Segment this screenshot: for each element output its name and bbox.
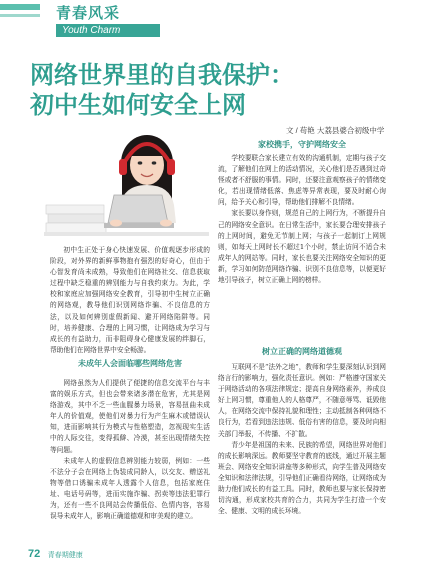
paragraph: 网络虽然为人们提供了便捷的信息交流平台与丰富的娱乐方式，但也会带来诸多潜在危害，尤其是网络游戏，其中不乏一些血腥暴力场景，容易扭曲未成年人的价值观，使他们对暴力行为产生麻木或错误认知，进而影响其行为模式与性格塑造，忽视现实生活中的人际交往，变得孤僻、冷漠，甚至出现情绪失控等问题。 (50, 379, 210, 454)
title-line-2: 初中生如何安全上网 (30, 90, 246, 119)
subheading-network-ethics: 树立正确的网络道德观 (262, 347, 342, 356)
article-title (30, 60, 410, 120)
column-tag (56, 2, 166, 37)
subheading-online-harm: 未成年人会面临哪些网络危害 (78, 359, 182, 368)
paragraph: 未成年人的虚假信息辨别能力较弱，例如：一些不法分子会在网络上伪装成同龄人，以交友、赠送礼物等借口诱骗未成年人透露个人信息，包括家庭住址、电话号码等，进而实施诈骗、拐卖等违法犯罪行为，还有一些不良网站会传播低俗、色情内容，容易误导未成年人，影响正确道德观和审美观的建立。 (50, 456, 210, 521)
column-name-en: Youth Charm (56, 24, 160, 37)
page-footer (28, 544, 83, 562)
author-line: 文 / 苟艳 大荔县婆合初级中学 (286, 126, 385, 135)
decorative-bar-thin (0, 14, 40, 17)
paragraph: 青少年是祖国的未来、民族的希望，网络世界对他们的成长影响深远。教师要坚守教育的底线，通过开展主题班会、网络安全知识讲座等多种形式，向学生普及网络安全知识和法律法规，引导他们正确看待网络，让网络成为助力他们成长的有益工具。同时，教师也要与家长保持密切沟通，形成家校共育的合力，共同为学生打造一个安全、健康、文明的成长环境。 (218, 440, 386, 516)
right-column-section-1 (218, 153, 386, 286)
paragraph: 初中生正处于身心快速发展、价值观逐步形成的阶段，对外界的新鲜事物抱有强烈的好奇心，但由于心智发育尚未成熟，导致他们在网络社交、信息获取过程中缺乏稳重的辨别能力与自我约束力。为此，学校和家庭应加强网络安全教育，引导初中生树立正确的网络观，教导他们识别网络诈骗、不良信息的方法，以及如何辨别虚假新闻、避开网络陷阱等。同时，培养健康、合理的上网习惯，让网络成为学习与成长的有益助力，而非阻碍身心健康发展的绊脚石，帮助他们在网络世界中安全畅游。 (50, 246, 210, 354)
left-column-section-2 (50, 378, 210, 522)
decorative-bar (0, 4, 40, 10)
paragraph: 家长要以身作则，规范自己的上网行为，不断提升自己的网络安全意识。在日常生活中，家长要合理安排孩子的上网时间，避免无节制上网；与孩子一起制订上网规则，如每天上网时长不超过1个小时，禁止访问不适合未成年人的网站等。同时，家长也要关注网络安全知识的更新，学习如何防范网络诈骗、识别不良信息等，以便更好地引导孩子，树立正确上网的榜样。 (218, 209, 386, 285)
column-name: 青春风采 (56, 4, 121, 22)
illustration-student-laptop (44, 133, 209, 236)
paragraph: 学校要联合家长建立有效的沟通机制，定期与孩子交流，了解他们在网上的活动情况，关心他们是否遇到过奇怪或者不舒服的事情。同时，还要注意观察孩子的情绪变化，若出现情绪低落、焦虑等异常表现，要及时耐心询问，给予关心和引导，帮助他们排解不良情绪。 (218, 154, 386, 207)
title-line-1: 网络世界里的自我保护： (30, 60, 294, 89)
left-column-intro (50, 245, 210, 356)
subheading-home-school: 家校携手，守护网络安全 (258, 140, 346, 149)
right-column-section-2 (218, 362, 386, 517)
magazine-name: 青春期健康 (47, 552, 83, 559)
page-number: 72 (28, 548, 41, 560)
paragraph: 互联网不是“法外之地”，教师和学生要深刻认识到网络言行的影响力，强化责任意识。例如：严格遵守国家关于网络活动的各项法律规定；提高自身网络素养，养成良好上网习惯，尊重他人的人格尊严，不随意辱骂、诋毁他人，在网络交流中保持礼貌和理性；主动抵制各种网络不良行为，若看到违法违规、低俗有害的信息，要及时向相关部门举报，不传播、不扩散。 (218, 363, 386, 438)
